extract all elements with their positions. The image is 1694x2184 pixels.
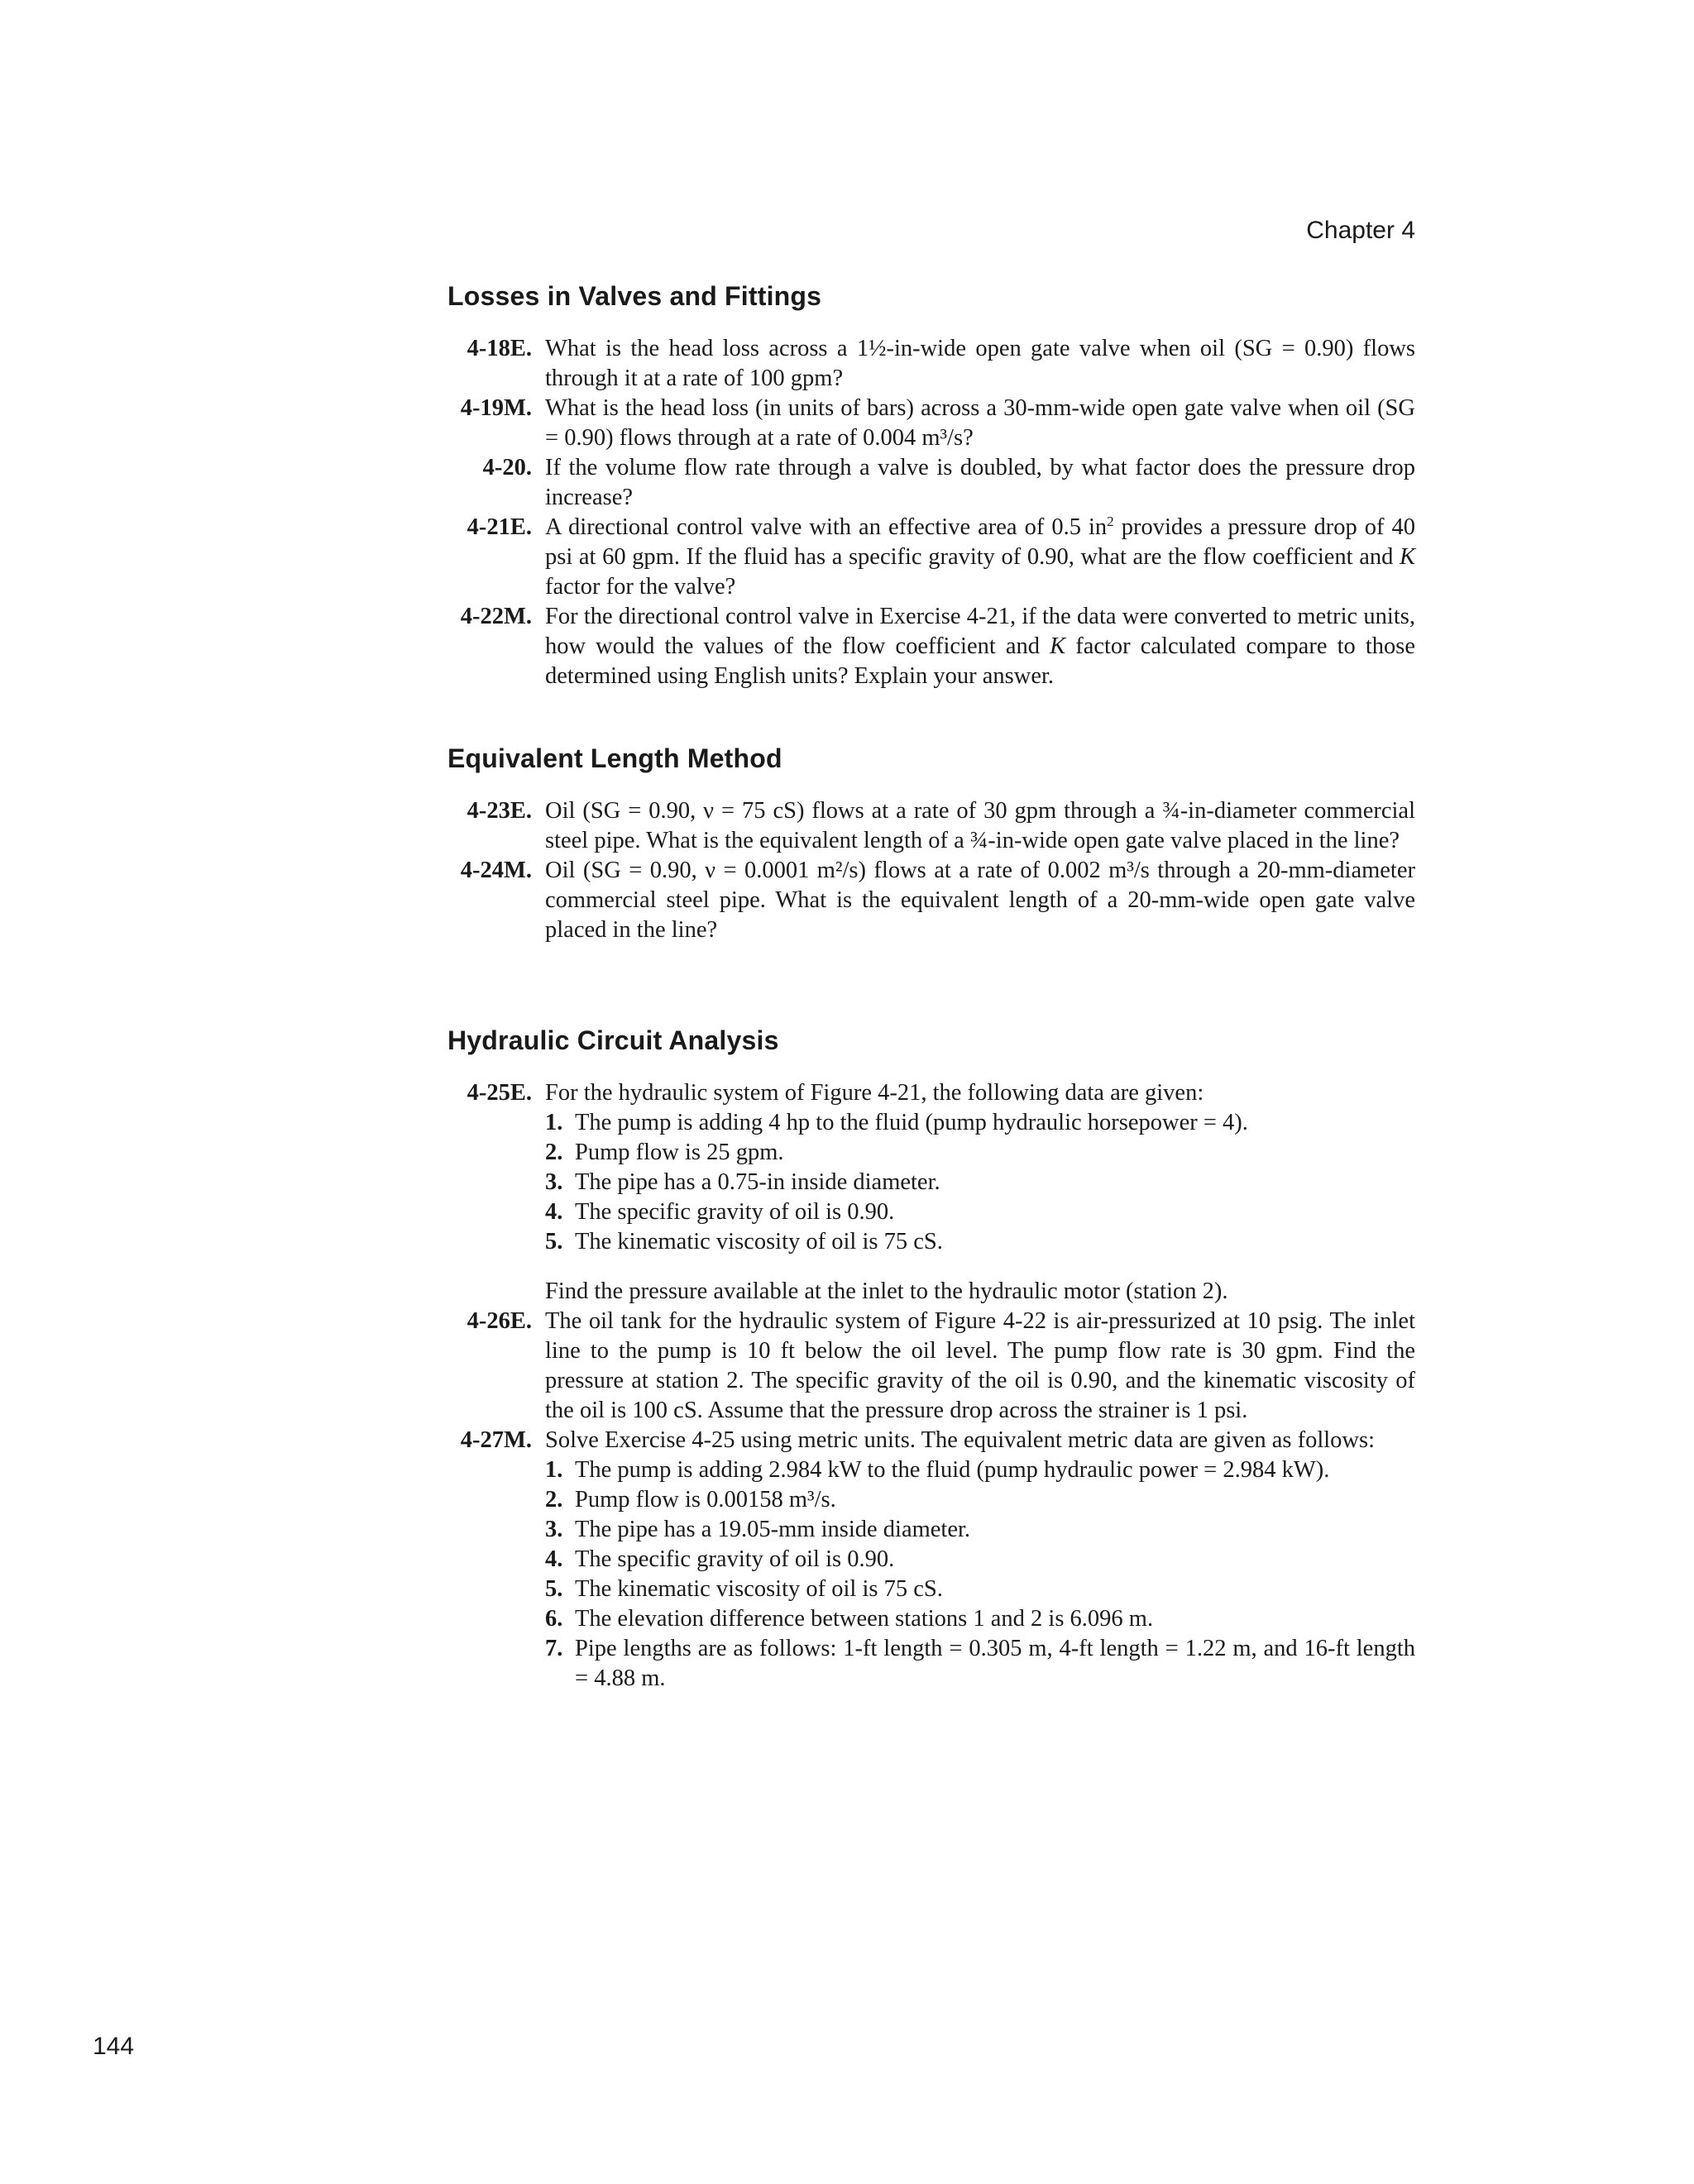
list-item <box>545 1575 1415 1604</box>
list-item-number: 5. <box>545 1229 563 1254</box>
exercise-number: 4-22M. <box>460 604 532 629</box>
exercise-text: The oil tank for the hydraulic system of Figure 4-22 is air-pressurized at 10 psig. The inlet line to the pump is 10 ft below the oil level. The pump flow rate is 30 gpm. Find the pressure at station 2. The specific gravity of the oil is 0.90, and the kinematic viscosity of the oil is 100 cS. Assume that the pressure drop across the strainer is 1 psi. <box>545 1308 1415 1423</box>
exercise-4-25E <box>447 1078 1415 1307</box>
list-item-number: 6. <box>545 1606 563 1632</box>
list-item-number: 2. <box>545 1487 563 1513</box>
list-item <box>545 1227 1415 1257</box>
text-segment: factor calculated compare to those determined using English units? Explain your answer. <box>545 633 1415 689</box>
list-item-number: 7. <box>545 1636 563 1661</box>
list-item-number: 1. <box>545 1457 563 1483</box>
exercise-4-24M <box>447 856 1415 945</box>
section-heading: Equivalent Length Method <box>447 743 782 773</box>
italic-symbol: K <box>1050 633 1066 659</box>
list-item-text: The elevation difference between stations 1 and 2 is 6.096 m. <box>575 1606 1154 1632</box>
list-item <box>545 1108 1415 1138</box>
exercise-4-26E <box>447 1307 1415 1426</box>
exercise-text <box>545 602 1415 691</box>
exercise-text: What is the head loss (in units of bars) across a 30-mm-wide open gate valve when oil (SG = 0.90) flows through at a rate of 0.004 m³/s? <box>545 395 1415 451</box>
list-item-text: The kinematic viscosity of oil is 75 cS. <box>575 1229 943 1254</box>
exercise-number: 4-27M. <box>460 1427 532 1453</box>
list-item-text: The kinematic viscosity of oil is 75 cS. <box>575 1576 943 1602</box>
section-heading: Hydraulic Circuit Analysis <box>447 1025 779 1055</box>
text-segment: factor for the valve? <box>545 574 736 600</box>
list-item-text: The pump is adding 4 hp to the fluid (pump hydraulic horsepower = 4). <box>575 1110 1248 1135</box>
list-item-text: The pipe has a 19.05-mm inside diameter. <box>575 1517 971 1542</box>
list-item-number: 4. <box>545 1546 563 1572</box>
exercise-4-27M <box>447 1426 1415 1694</box>
exercise-4-23E <box>447 796 1415 856</box>
page-number: 144 <box>93 2033 135 2060</box>
exercise-number: 4-20. <box>482 455 532 480</box>
list-item-text: Pipe lengths are as follows: 1-ft length = 0.305 m, 4-ft length = 1.22 m, and 16-ft length = 4.88 m. <box>575 1636 1415 1691</box>
exercise-number: 4-21E. <box>467 514 532 540</box>
list-item-text: The specific gravity of oil is 0.90. <box>575 1199 895 1225</box>
exercise-text <box>545 513 1415 602</box>
exercise-followup: Find the pressure available at the inlet to the hydraulic motor (station 2). <box>545 1278 1228 1304</box>
section-losses-in-valves <box>447 280 1415 691</box>
exercise-text: What is the head loss across a 1½-in-wide open gate valve when oil (SG = 0.90) flows through it at a rate of 100 gpm? <box>545 336 1415 391</box>
section-hydraulic-circuit-analysis <box>447 1024 1415 1694</box>
data-list <box>545 1455 1415 1694</box>
list-item-text: Pump flow is 25 gpm. <box>575 1140 784 1165</box>
list-item <box>545 1168 1415 1197</box>
list-item-text: The pipe has a 0.75-in inside diameter. <box>575 1169 940 1195</box>
list-item <box>545 1545 1415 1575</box>
exercise-text: For the hydraulic system of Figure 4-21, the following data are given: <box>545 1080 1204 1106</box>
exercise-text: Oil (SG = 0.90, ν = 75 cS) flows at a rate of 30 gpm through a ¾-in-diameter commercial steel pipe. What is the equivalent length of a ¾-in-wide open gate valve placed in the line? <box>545 798 1415 853</box>
list-item <box>545 1197 1415 1227</box>
text-segment: A directional control valve with an effective area of 0.5 in <box>545 514 1108 540</box>
list-item <box>545 1604 1415 1634</box>
section-heading: Losses in Valves and Fittings <box>447 281 822 311</box>
list-item-number: 4. <box>545 1199 563 1225</box>
exercise-4-21E <box>447 513 1415 602</box>
list-item-number: 5. <box>545 1576 563 1602</box>
section-equivalent-length <box>447 742 1415 945</box>
list-item <box>545 1634 1415 1694</box>
exercise-number: 4-24M. <box>460 858 532 883</box>
list-item-text: The specific gravity of oil is 0.90. <box>575 1546 895 1572</box>
list-item-text: The pump is adding 2.984 kW to the fluid (pump hydraulic power = 2.984 kW). <box>575 1457 1330 1483</box>
exercise-4-20 <box>447 453 1415 513</box>
list-item-number: 3. <box>545 1517 563 1542</box>
exercise-4-19M <box>447 394 1415 453</box>
list-item-text: Pump flow is 0.00158 m³/s. <box>575 1487 836 1513</box>
exercise-text: If the volume flow rate through a valve is doubled, by what factor does the pressure drop increase? <box>545 455 1415 510</box>
list-item <box>545 1485 1415 1515</box>
italic-symbol: K <box>1399 544 1415 570</box>
list-item-number: 3. <box>545 1169 563 1195</box>
exercise-4-22M <box>447 602 1415 691</box>
exercise-number: 4-25E. <box>467 1080 532 1106</box>
exercise-number: 4-19M. <box>460 395 532 421</box>
list-item-number: 2. <box>545 1140 563 1165</box>
exercise-number: 4-26E. <box>467 1308 532 1334</box>
list-item-number: 1. <box>545 1110 563 1135</box>
exercise-number: 4-18E. <box>467 336 532 361</box>
list-item <box>545 1138 1415 1168</box>
superscript: 2 <box>1107 513 1114 529</box>
exercise-4-18E <box>447 334 1415 394</box>
exercise-number: 4-23E. <box>467 798 532 824</box>
exercise-text: Solve Exercise 4-25 using metric units. The equivalent metric data are given as follows: <box>545 1427 1376 1453</box>
data-list <box>545 1108 1415 1257</box>
running-head: Chapter 4 <box>1306 217 1415 244</box>
list-item <box>545 1515 1415 1545</box>
list-item <box>545 1455 1415 1485</box>
text-segment: For the directional control valve in Exercise 4-21, if the data were converted to metric units, how would the values of the flow coefficient and <box>545 604 1415 659</box>
exercise-text: Oil (SG = 0.90, ν = 0.0001 m²/s) flows at a rate of 0.002 m³/s through a 20-mm-diameter commercial steel pipe. What is the equivalent length of a 20-mm-wide open gate valve placed in the line? <box>545 858 1415 943</box>
text-segment: provides a pressure drop of 40 psi at 60 gpm. If the fluid has a specific gravity of 0.90, what are the flow coefficient and <box>545 514 1416 570</box>
